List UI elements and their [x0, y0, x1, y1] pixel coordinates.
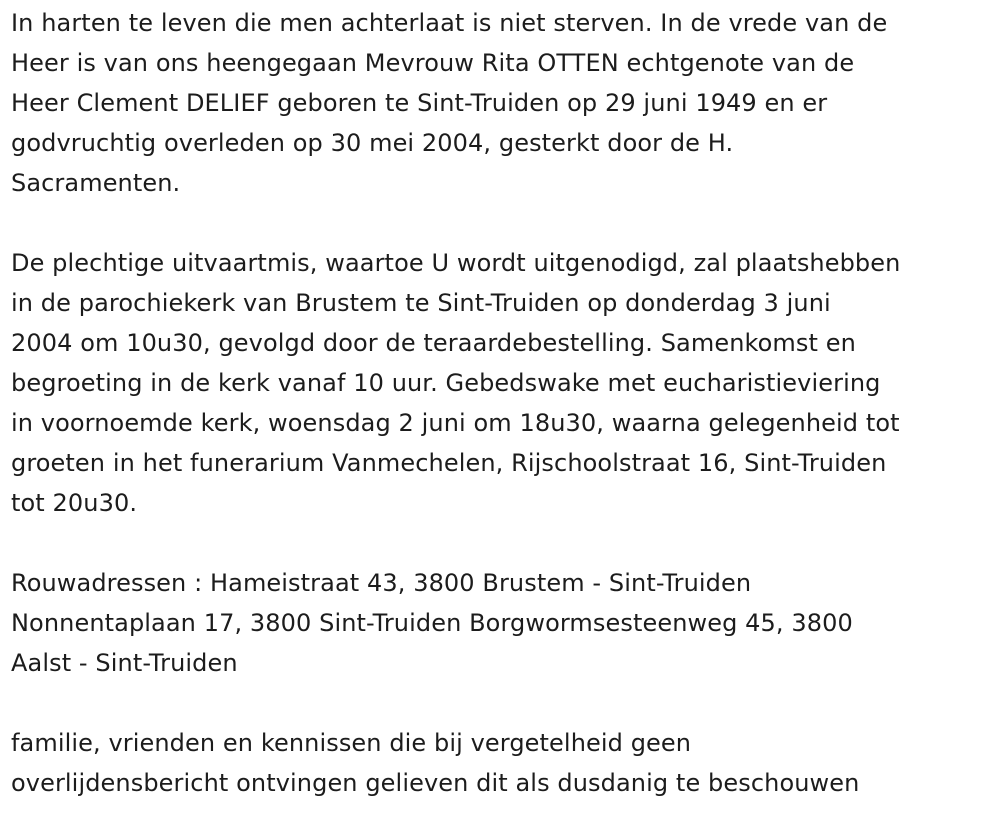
text-line: godvruchtig overleden op 30 mei 2004, gesterkt door de H. — [11, 129, 734, 157]
paragraph-announcement — [11, 3, 996, 203]
paragraph-addresses — [11, 563, 996, 683]
text-line: in de parochiekerk van Brustem te Sint-Truiden op donderdag 3 juni — [11, 289, 831, 317]
text-line: De plechtige uitvaartmis, waartoe U wordt uitgenodigd, zal plaatshebben — [11, 249, 901, 277]
text-line: Rouwadressen : Hameistraat 43, 3800 Brustem - Sint-Truiden — [11, 569, 752, 597]
obituary-document — [11, 3, 996, 803]
text-line: familie, vrienden en kennissen die bij vergetelheid geen — [11, 729, 692, 757]
text-line: Aalst - Sint-Truiden — [11, 649, 238, 677]
text-line: tot 20u30. — [11, 489, 138, 517]
paragraph-notice — [11, 723, 996, 803]
text-line: Heer is van ons heengegaan Mevrouw Rita OTTEN echtgenote van de — [11, 49, 855, 77]
text-line: In harten te leven die men achterlaat is niet sterven. In de vrede van de — [11, 9, 888, 37]
text-line: begroeting in de kerk vanaf 10 uur. Gebedswake met eucharistieviering — [11, 369, 881, 397]
text-line: groeten in het funerarium Vanmechelen, Rijschoolstraat 16, Sint-Truiden — [11, 449, 887, 477]
paragraph-funeral-details — [11, 243, 996, 523]
text-line: in voornoemde kerk, woensdag 2 juni om 18u30, waarna gelegenheid tot — [11, 409, 900, 437]
text-line: 2004 om 10u30, gevolgd door de teraardebestelling. Samenkomst en — [11, 329, 856, 357]
text-line: Sacramenten. — [11, 169, 181, 197]
text-line: Heer Clement DELIEF geboren te Sint-Truiden op 29 juni 1949 en er — [11, 89, 828, 117]
text-line: Nonnentaplaan 17, 3800 Sint-Truiden Borgwormsesteenweg 45, 3800 — [11, 609, 853, 637]
text-line: overlijdensbericht ontvingen gelieven dit als dusdanig te beschouwen — [11, 769, 860, 797]
